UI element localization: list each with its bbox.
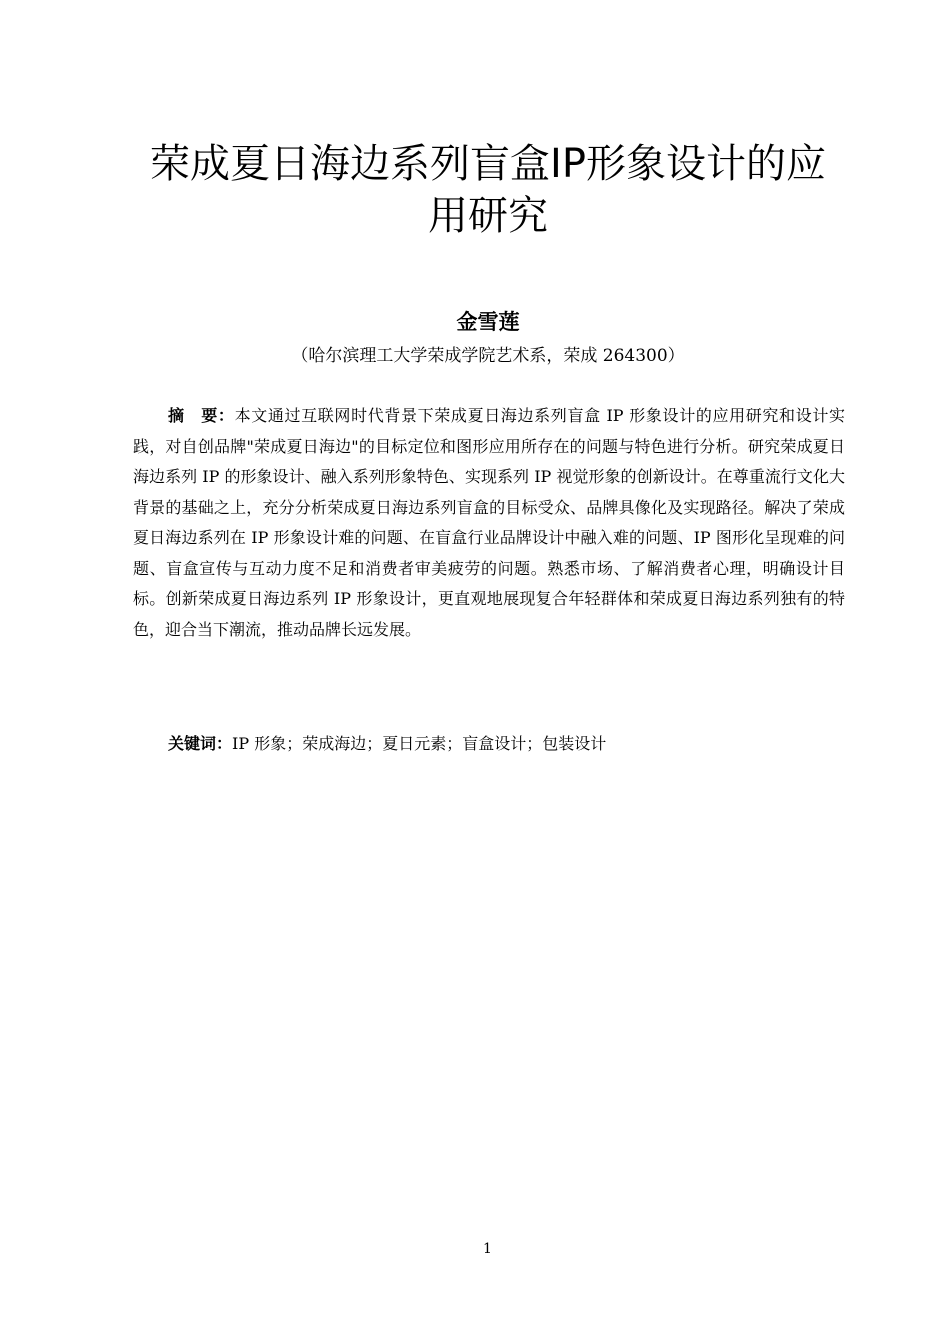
author-name: 金雪莲 xyxy=(456,310,520,334)
keywords-text: IP 形象；荣成海边；夏日元素；盲盒设计；包装设计 xyxy=(232,734,607,753)
page-number: 1 xyxy=(483,1241,492,1257)
author-affiliation: （哈尔滨理工大学荣成学院艺术系，荣成 264300） xyxy=(291,346,685,366)
abstract-text: 本文通过互联网时代背景下荣成夏日海边系列盲盒 IP 形象设计的应用研究和设计实践，对自创品牌"荣成夏日海边"的目标定位和图形应用所存在的问题与特色进行分析。研究荣成夏日海边系列 IP 的形象设计、融入系列形象特色、实现系列 IP 视觉形象的创新设计。在尊重流行文化大背景的基础之上，充分分析荣成夏日海边系列盲盒的目标受众、品牌具像化及实现路径。解决了荣成夏日海边系列在 IP 形象设计难的问题、在盲盒行业品牌设计中融入难的问题、IP 图形化呈现难的问题、盲盒宣传与互动力度不足和消费者审美疲劳的问题。熟悉市场、了解消费者心理，明确设计目标。创新荣成夏日海边系列 IP 形象设计，更直观地展现复合年轻群体和荣成夏日海边系列独有的特色，迎合当下潮流，推动品牌长远发展。 xyxy=(133,406,845,639)
paper-title xyxy=(120,138,856,242)
paper-title-line-1: 荣成夏日海边系列盲盒IP形象设计的应 xyxy=(150,141,826,187)
abstract-label: 摘 要： xyxy=(168,406,235,425)
abstract-paragraph xyxy=(133,401,845,645)
paper-title-line-2: 用研究 xyxy=(428,193,548,239)
keywords-label: 关键词： xyxy=(168,734,233,753)
keywords-paragraph xyxy=(133,729,845,759)
